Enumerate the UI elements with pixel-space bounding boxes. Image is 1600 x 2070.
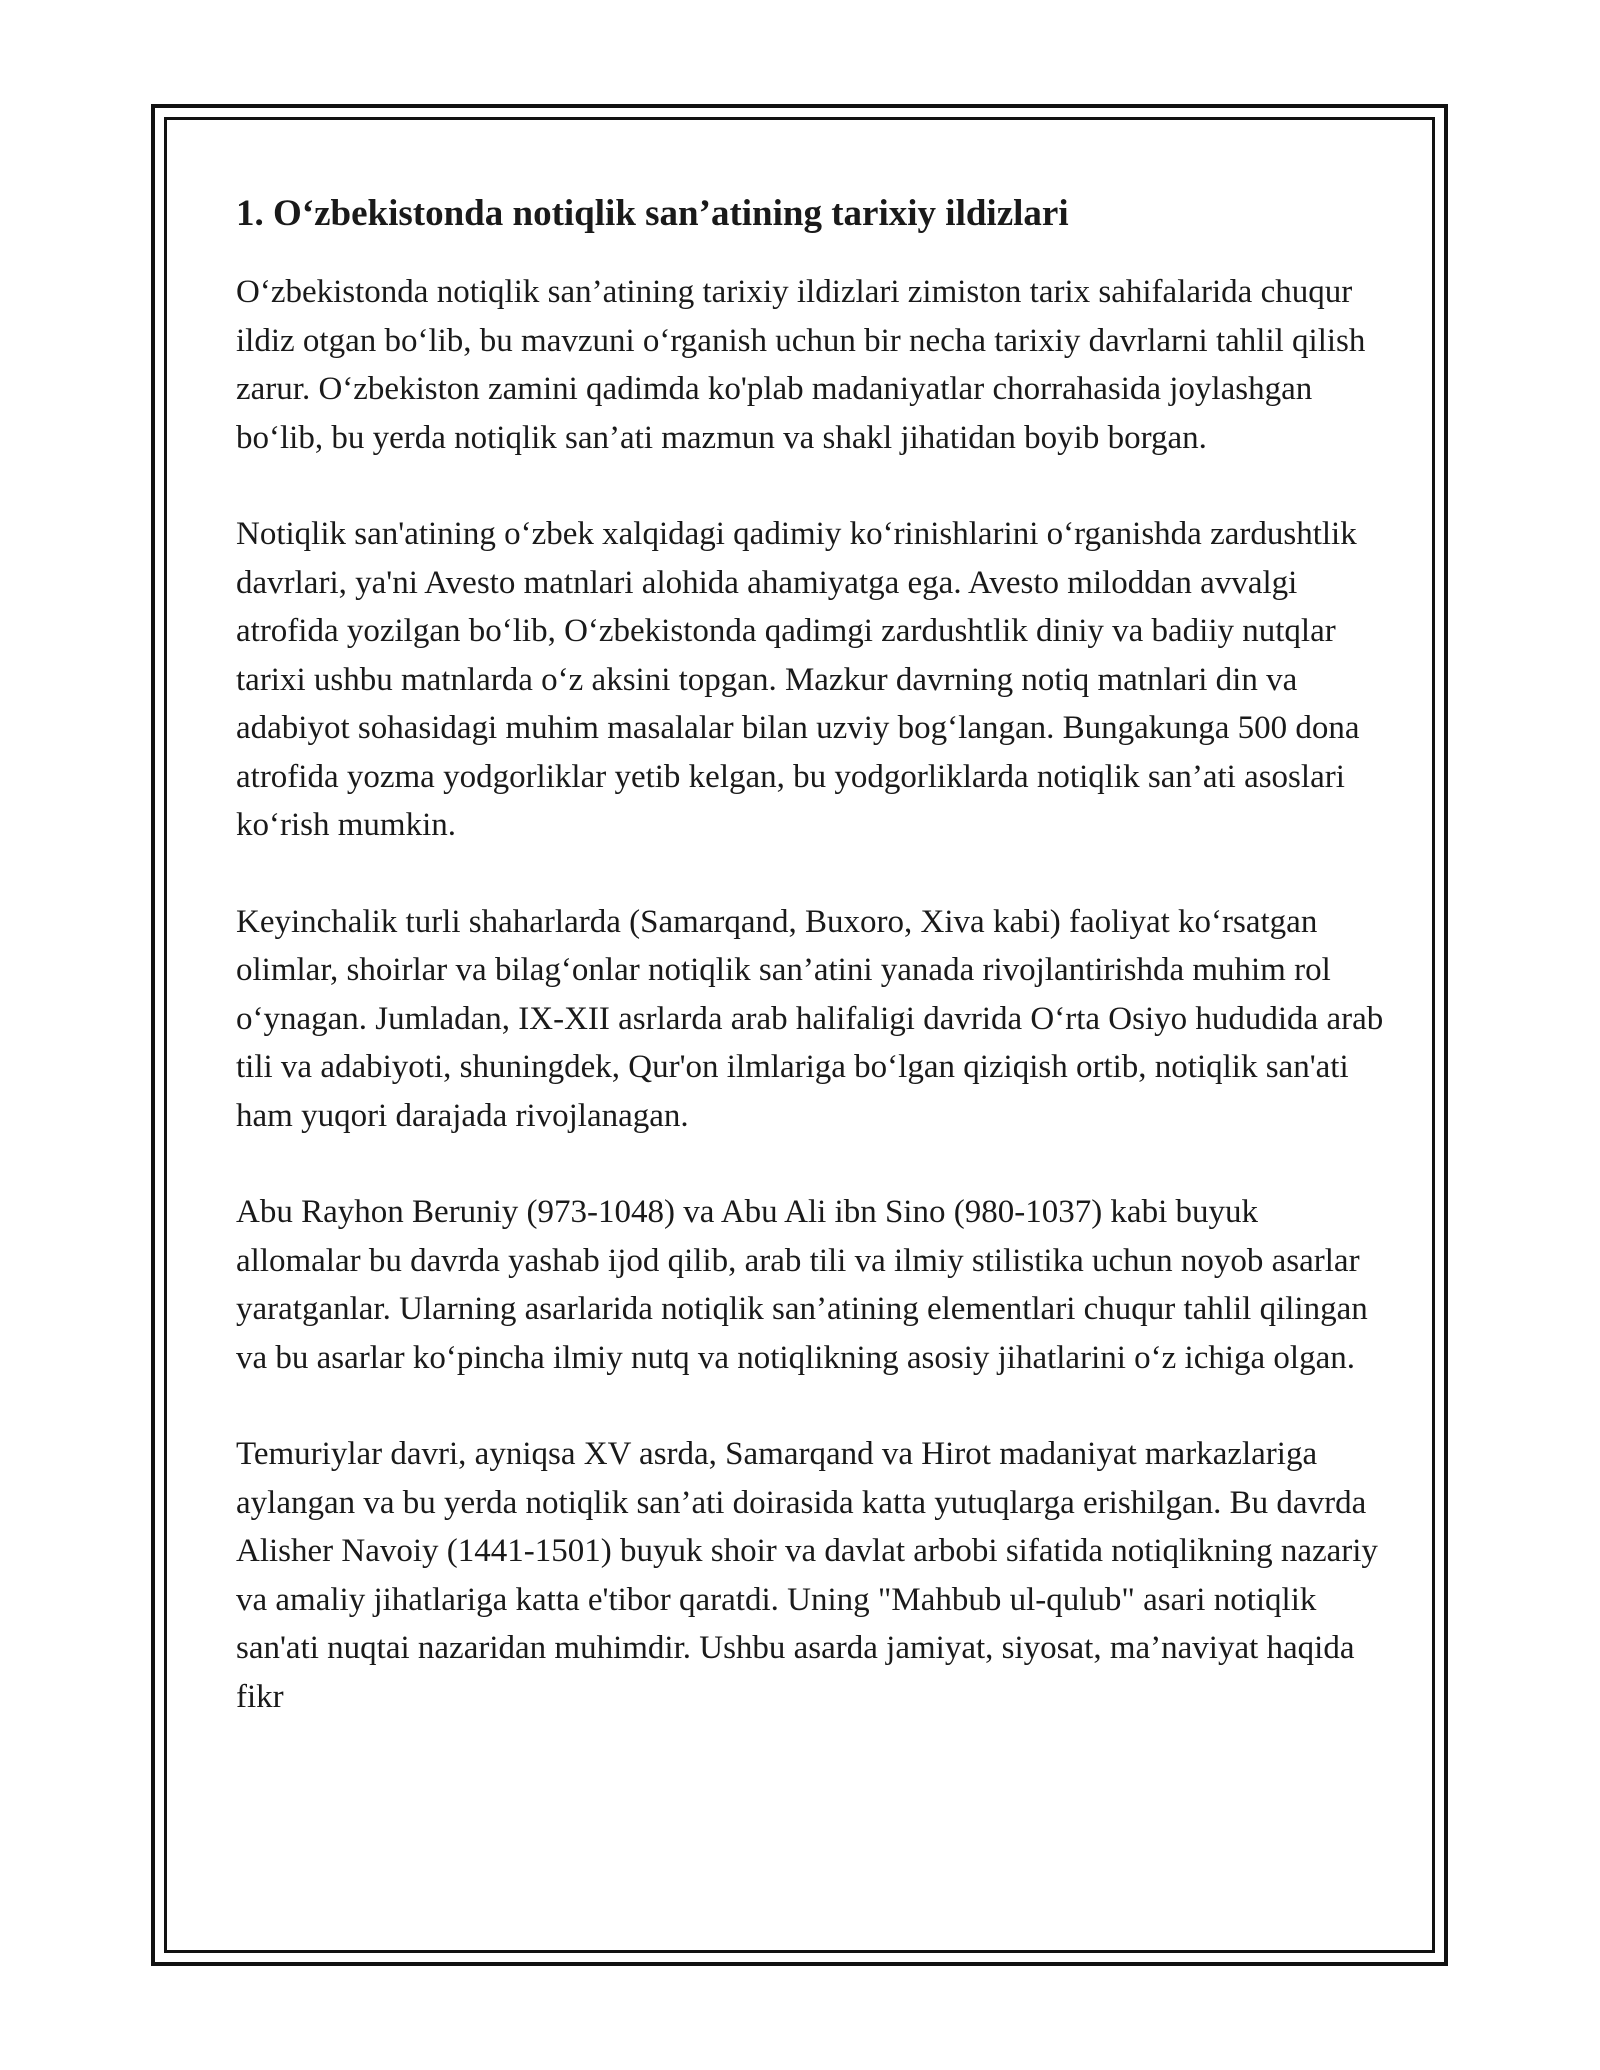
document-body (236, 190, 1386, 1721)
section-heading: 1. O‘zbekistonda notiqlik san’atining tarixiy ildizlari (236, 193, 1069, 234)
paragraph-2: Notiqlik san'atining o‘zbek xalqidagi qadimiy ko‘rinishlarini o‘rganishda zardushtlik davrlari, ya'ni Avesto matnlari alohida ahamiyatga ega. Avesto miloddan avvalgi atrofida yozilgan bo‘lib, O‘zbekistonda qadimgi zardushtlik diniy va badiiy nutqlar tarixi ushbu matnlarda o‘z aksini topgan. Mazkur davrning notiq matnlari din va adabiyot sohasidagi muhim masalalar bilan uzviy bog‘langan. Bungakunga 500 dona atrofida yozma yodgorliklar yetib kelgan, bu yodgorliklarda notiqlik san’ati asoslari ko‘rish mumkin. (236, 516, 1360, 843)
paragraph-4: Abu Rayhon Beruniy (973-1048) va Abu Ali ibn Sino (980-1037) kabi buyuk allomalar bu davrda yashab ijod qilib, arab tili va ilmiy stilistika uchun noyob asarlar yaratganlar. Ularning asarlarida notiqlik san’atining elementlari chuqur tahlil qilingan va bu asarlar ko‘pincha ilmiy nutq va notiqlikning asosiy jihatlarini o‘z ichiga olgan. (236, 1194, 1368, 1376)
paragraph-3: Keyinchalik turli shaharlarda (Samarqand, Buxoro, Xiva kabi) faoliyat ko‘rsatgan olimlar, shoirlar va bilag‘onlar notiqlik san’atini yanada rivojlantirishda muhim rol o‘ynagan. Jumladan, IX-XII asrlarda arab halifaligi davrida O‘rta Osiyo hududida arab tili va adabiyoti, shuningdek, Qur'on ilmlariga bo‘lgan qiziqish ortib, notiqlik san'ati ham yuqori darajada rivojlanagan. (236, 903, 1384, 1134)
paragraph-1: O‘zbekistonda notiqlik san’atining tarixiy ildizlari zimiston tarix sahifalarida chuqur ildiz otgan bo‘lib, bu mavzuni o‘rganish uchun bir necha tarixiy davrlarni tahlil qilish zarur. O‘zbekiston zamini qadimda ko'plab madaniyatlar chorrahasida joylashgan bo‘lib, bu yerda notiqlik san’ati mazmun va shakl jihatidan boyib borgan. (236, 274, 1366, 456)
paragraph-5: Temuriylar davri, ayniqsa XV asrda, Samarqand va Hirot madaniyat markazlariga aylangan va bu yerda notiqlik san’ati doirasida katta yutuqlarga erishilgan. Bu davrda Alisher Navoiy (1441-1501) buyuk shoir va davlat arbobi sifatida notiqlikning nazariy va amaliy jihatlariga katta e'tibor qaratdi. Uning "Mahbub ul-qulub" asari notiqlik san'ati nuqtai nazaridan muhimdir. Ushbu asarda jamiyat, siyosat, ma’naviyat haqida fikr (236, 1436, 1378, 1715)
